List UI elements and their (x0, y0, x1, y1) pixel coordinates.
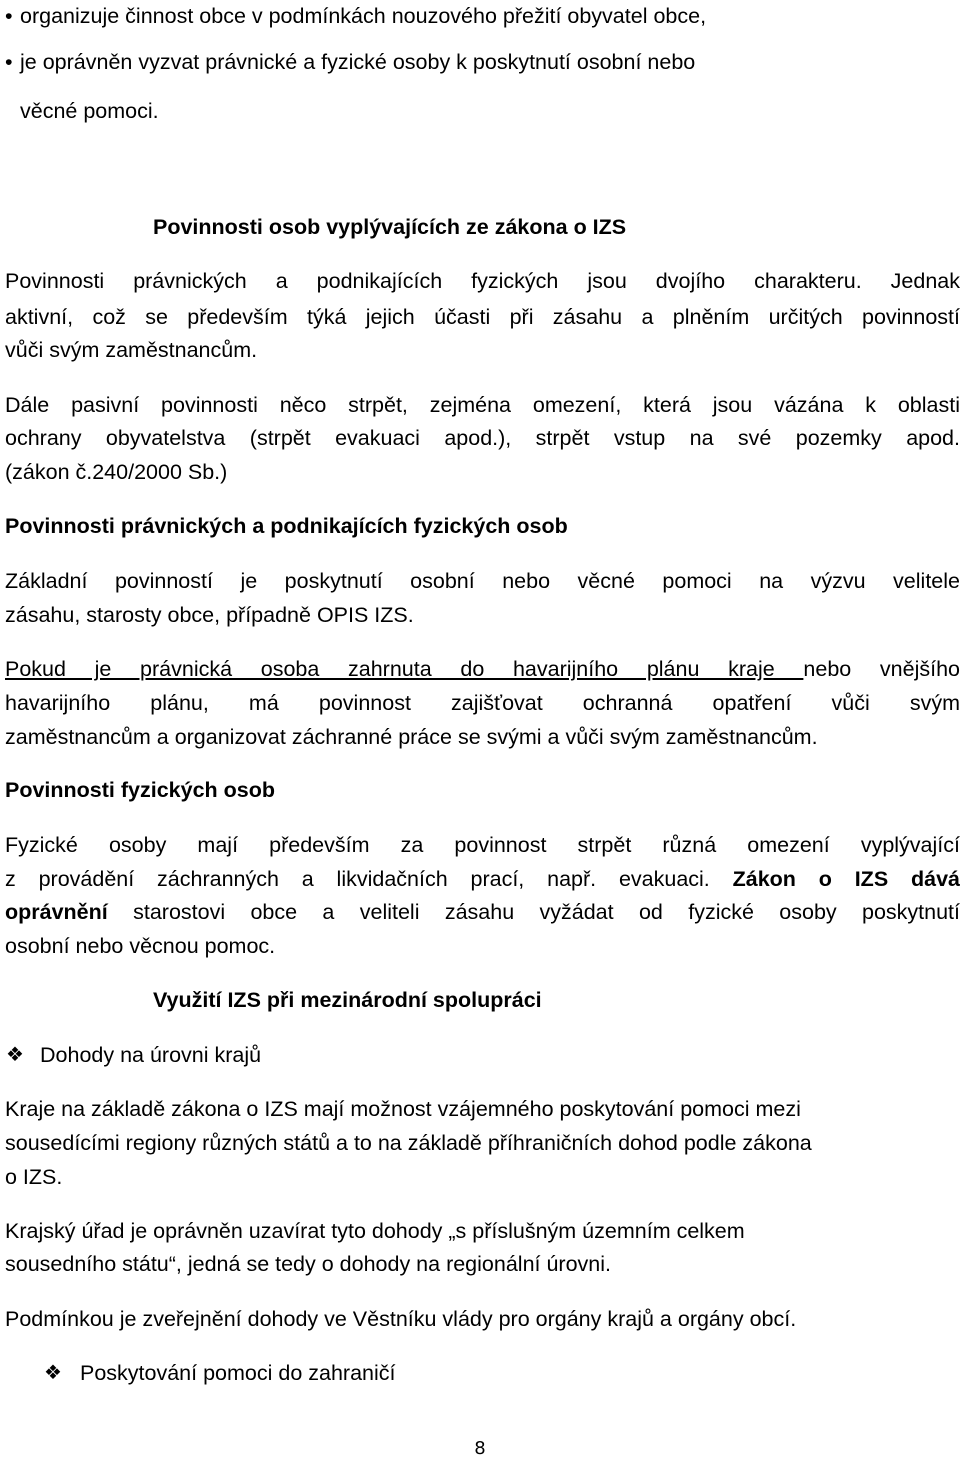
bullet-dot: • (5, 50, 13, 74)
paragraph-4-line-1 (5, 653, 960, 686)
heading-izs: Povinnosti osob vyplývajících ze zákona o IZS (153, 215, 627, 239)
paragraph-1-line-1: Povinnosti právnických a podnikajících fyzických jsou dvojího charakteru. Jednak (5, 269, 960, 293)
diamond-bullet-icon: ❖ (44, 1362, 62, 1384)
paragraph-5-line-3-bold: oprávnění (5, 900, 108, 924)
paragraph-6-line-2: sousedícími regiony různých států a to na základě příhraničních dohod podle zákona (5, 1131, 812, 1155)
paragraph-4-line-2: havarijního plánu, má povinnost zajišťovat ochranná opatření vůči svým (5, 691, 960, 715)
heading-pravnicke-osoby: Povinnosti právnických a podnikajících fyzických osob (5, 514, 568, 538)
paragraph-5-line-3-text: starostovi obce a veliteli zásahu vyžádat od fyzické osoby poskytnutí (107, 900, 960, 924)
paragraph-3-line-1: Základní povinností je poskytnutí osobní nebo věcné pomoci na výzvu velitele (5, 569, 960, 593)
paragraph-7-line-1: Krajský úřad je oprávněn uzavírat tyto dohody „s příslušným územním celkem (5, 1219, 745, 1243)
paragraph-5-line-3 (5, 896, 960, 929)
paragraph-1-line-2: aktivní, což se především týká jejich účasti při zásahu a plněním určitých povinností (5, 305, 960, 329)
bullet-continuation: věcné pomoci. (20, 99, 159, 123)
paragraph-4-line-1-rest: nebo vnějšího (803, 657, 960, 681)
paragraph-5-line-2-bold: Zákon o IZS dává (732, 867, 960, 891)
paragraph-1-line-3: vůči svým zaměstnancům. (5, 338, 258, 362)
paragraph-6-line-1: Kraje na základě zákona o IZS mají možnost vzájemného poskytování pomoci mezi (5, 1097, 801, 1121)
diamond-bullet-icon: ❖ (6, 1044, 24, 1066)
paragraph-2-line-1: Dále pasivní povinnosti něco strpět, zejména omezení, která jsou vázána k oblasti (5, 393, 960, 417)
paragraph-6-line-3: o IZS. (5, 1165, 63, 1189)
paragraph-5-line-2-text: z provádění záchranných a likvidačních prací, např. evakuaci. (5, 867, 733, 891)
paragraph-7-line-2: sousedního státu“, jedná se tedy o dohody na regionální úrovni. (5, 1252, 611, 1276)
subheading-dohody: Dohody na úrovni krajů (40, 1043, 262, 1067)
paragraph-5-line-2 (5, 863, 960, 896)
page-number: 8 (474, 1438, 486, 1459)
heading-fyzicke-osoby: Povinnosti fyzických osob (5, 778, 275, 802)
paragraph-2-line-2: ochrany obyvatelstva (strpět evakuaci apod.), strpět vstup na své pozemky apod. (5, 426, 960, 450)
paragraph-5-line-4: osobní nebo věcnou pomoc. (5, 934, 276, 958)
bullet-text: organizuje činnost obce v podmínkách nouzového přežití obyvatel obce, (20, 4, 707, 28)
bullet-dot: • (5, 4, 13, 28)
heading-mezinarodni-spoluprace: Využití IZS při mezinárodní spolupráci (153, 988, 542, 1012)
paragraph-4-line-3: zaměstnancům a organizovat záchranné práce se svými a vůči svým zaměstnancům. (5, 725, 818, 749)
subheading-pomoc-zahranici: Poskytování pomoci do zahraničí (80, 1361, 396, 1385)
bullet-text: je oprávněn vyzvat právnické a fyzické osoby k poskytnutí osobní nebo (20, 50, 696, 74)
paragraph-2-line-3: (zákon č.240/2000 Sb.) (5, 460, 228, 484)
underlined-text: Pokud je právnická osoba zahrnuta do havarijního plánu kraje (5, 657, 804, 681)
paragraph-8: Podmínkou je zveřejnění dohody ve Věstníku vlády pro orgány krajů a orgány obcí. (5, 1307, 797, 1331)
paragraph-3-line-2: zásahu, starosty obce, případně OPIS IZS. (5, 603, 414, 627)
paragraph-5-line-1: Fyzické osoby mají především za povinnost strpět různá omezení vyplývající (5, 833, 960, 857)
